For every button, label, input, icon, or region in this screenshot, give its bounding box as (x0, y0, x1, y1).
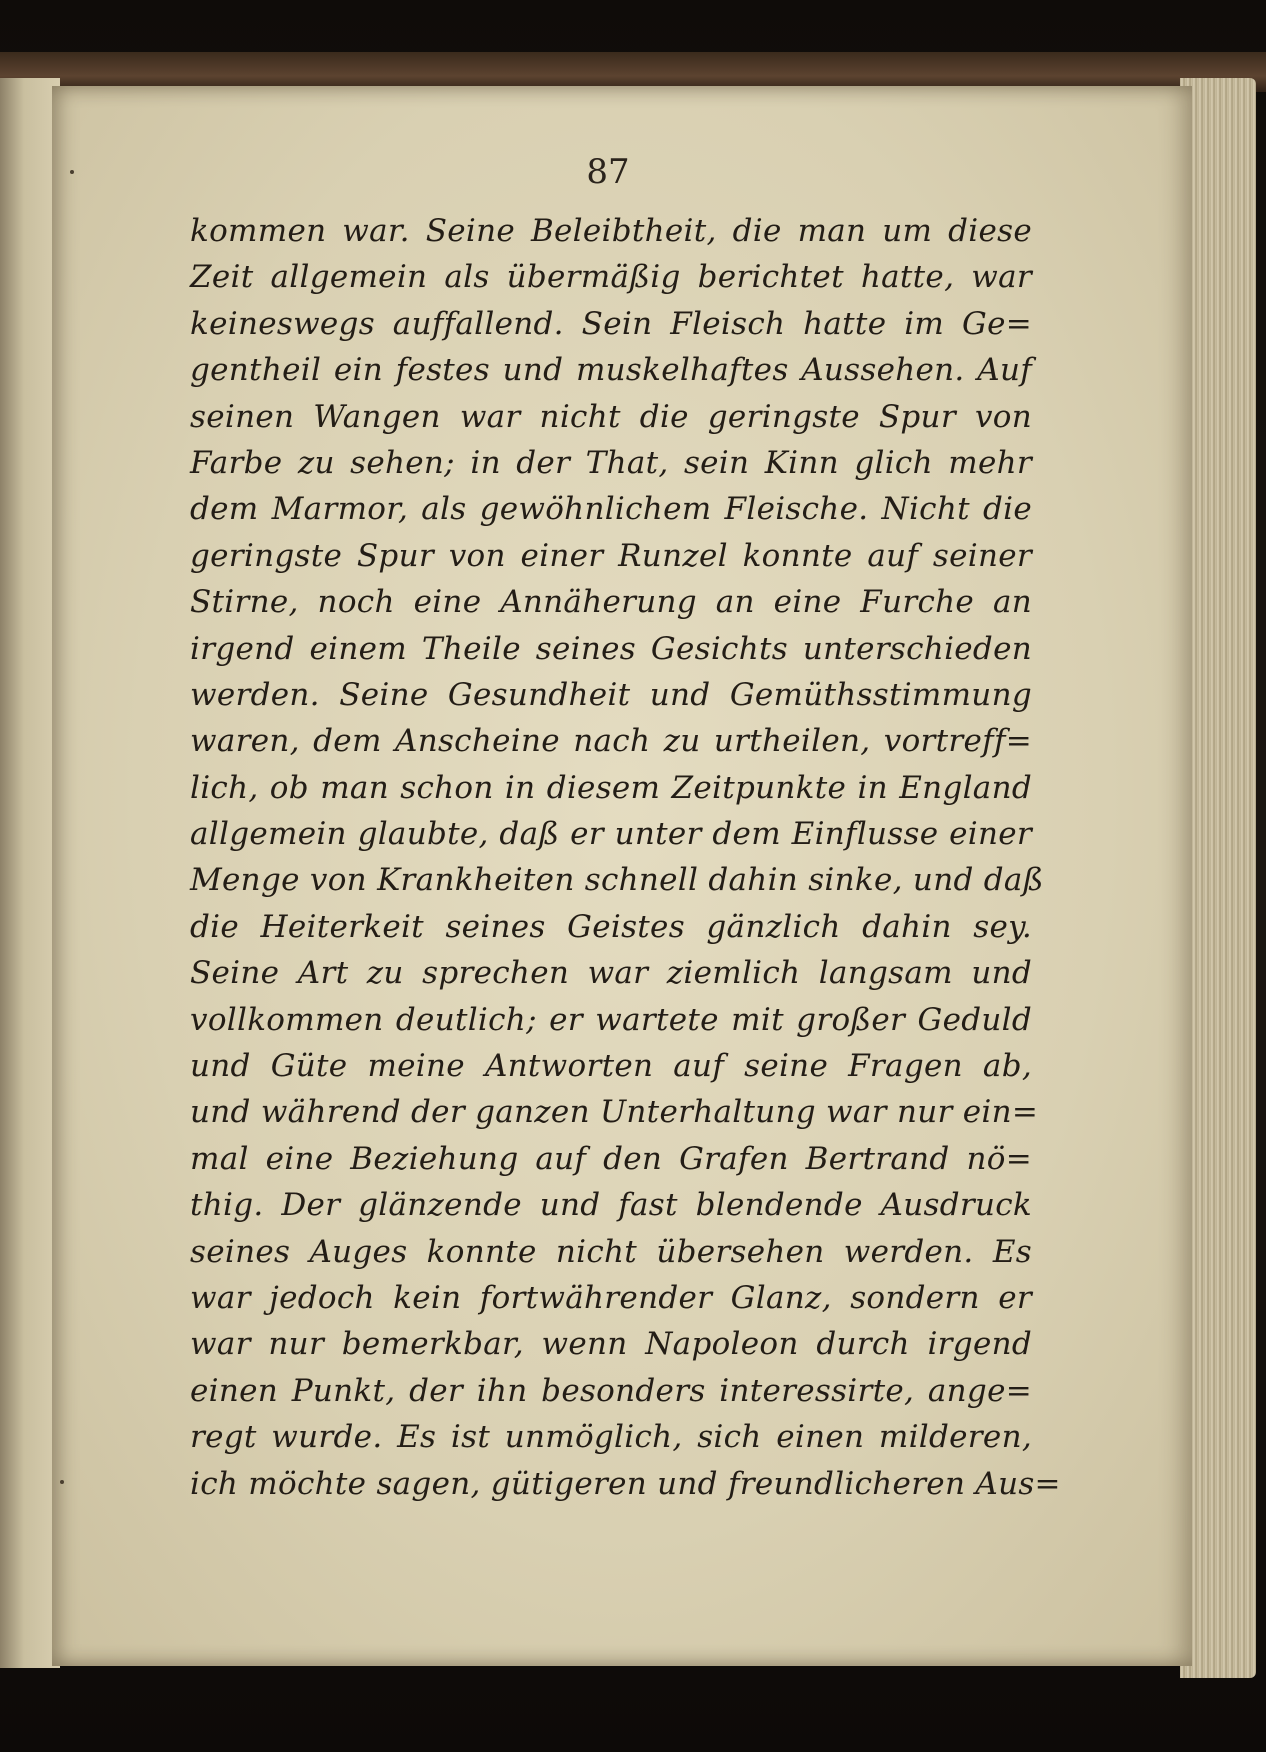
text-line: thig. Der glänzende und fast blendende Ausdruck (190, 1187, 1032, 1224)
text-line: ich möchte sagen, gütigeren und freundlicheren Aus= (190, 1465, 1061, 1502)
body-text (190, 208, 1061, 1507)
text-line: seines Auges konnte nicht übersehen werden. Es (190, 1233, 1032, 1270)
text-line: kommen war. Seine Beleibtheit, die man um diese (190, 213, 1032, 249)
text-line: und Güte meine Antworten auf seine Fragen ab, (190, 1048, 1032, 1085)
text-line: regt wurde. Es ist unmöglich, sich einen milderen, (190, 1419, 1032, 1456)
text-line: war nur bemerkbar, wenn Napoleon durch irgend (190, 1326, 1032, 1363)
text-line: mal eine Beziehung auf den Grafen Bertrand nö= (190, 1140, 1032, 1177)
text-line: Seine Art zu sprechen war ziemlich langsam und (190, 955, 1032, 992)
text-line: geringste Spur von einer Runzel konnte auf seiner (190, 537, 1032, 574)
text-line: werden. Seine Gesundheit und Gemüthsstimmung (190, 676, 1032, 713)
page-number: 87 (586, 152, 630, 192)
text-line: lich, ob man schon in diesem Zeitpunkte in England (190, 769, 1032, 806)
text-line: seinen Wangen war nicht die geringste Spur von (190, 398, 1032, 435)
text-line: dem Marmor, als gewöhnlichem Fleische. Nicht die (190, 491, 1032, 528)
paper-speck (70, 170, 74, 174)
text-line: die Heiterkeit seines Geistes gänzlich dahin sey. (190, 908, 1032, 945)
book-gutter (0, 78, 60, 1668)
text-line: und während der ganzen Unterhaltung war nur ein= (190, 1094, 1039, 1131)
text-line: irgend einem Theile seines Gesichts unterschieden (190, 630, 1032, 667)
text-line: allgemein glaubte, daß er unter dem Einflusse einer (190, 816, 1032, 853)
text-line: einen Punkt, der ihn besonders interessirte, ange= (190, 1372, 1032, 1409)
text-line: war jedoch kein fortwährender Glanz, sondern er (190, 1279, 1032, 1316)
text-line: Menge von Krankheiten schnell dahin sinke, und daß (190, 862, 1044, 899)
text-line: Stirne, noch eine Annäherung an eine Furche an (190, 584, 1032, 621)
text-line: gentheil ein festes und muskelhaftes Aussehen. Auf (190, 352, 1032, 389)
text-line: keineswegs auffallend. Sein Fleisch hatte im Ge= (190, 305, 1032, 342)
text-line: Zeit allgemein als übermäßig berichtet hatte, war (190, 259, 1032, 296)
text-line: waren, dem Anscheine nach zu urtheilen, vortreff= (190, 723, 1032, 760)
text-line: Farbe zu sehen; in der That, sein Kinn glich mehr (190, 444, 1032, 481)
paper-speck (60, 1480, 64, 1484)
text-line: vollkommen deutlich; er wartete mit großer Geduld (190, 1001, 1032, 1038)
